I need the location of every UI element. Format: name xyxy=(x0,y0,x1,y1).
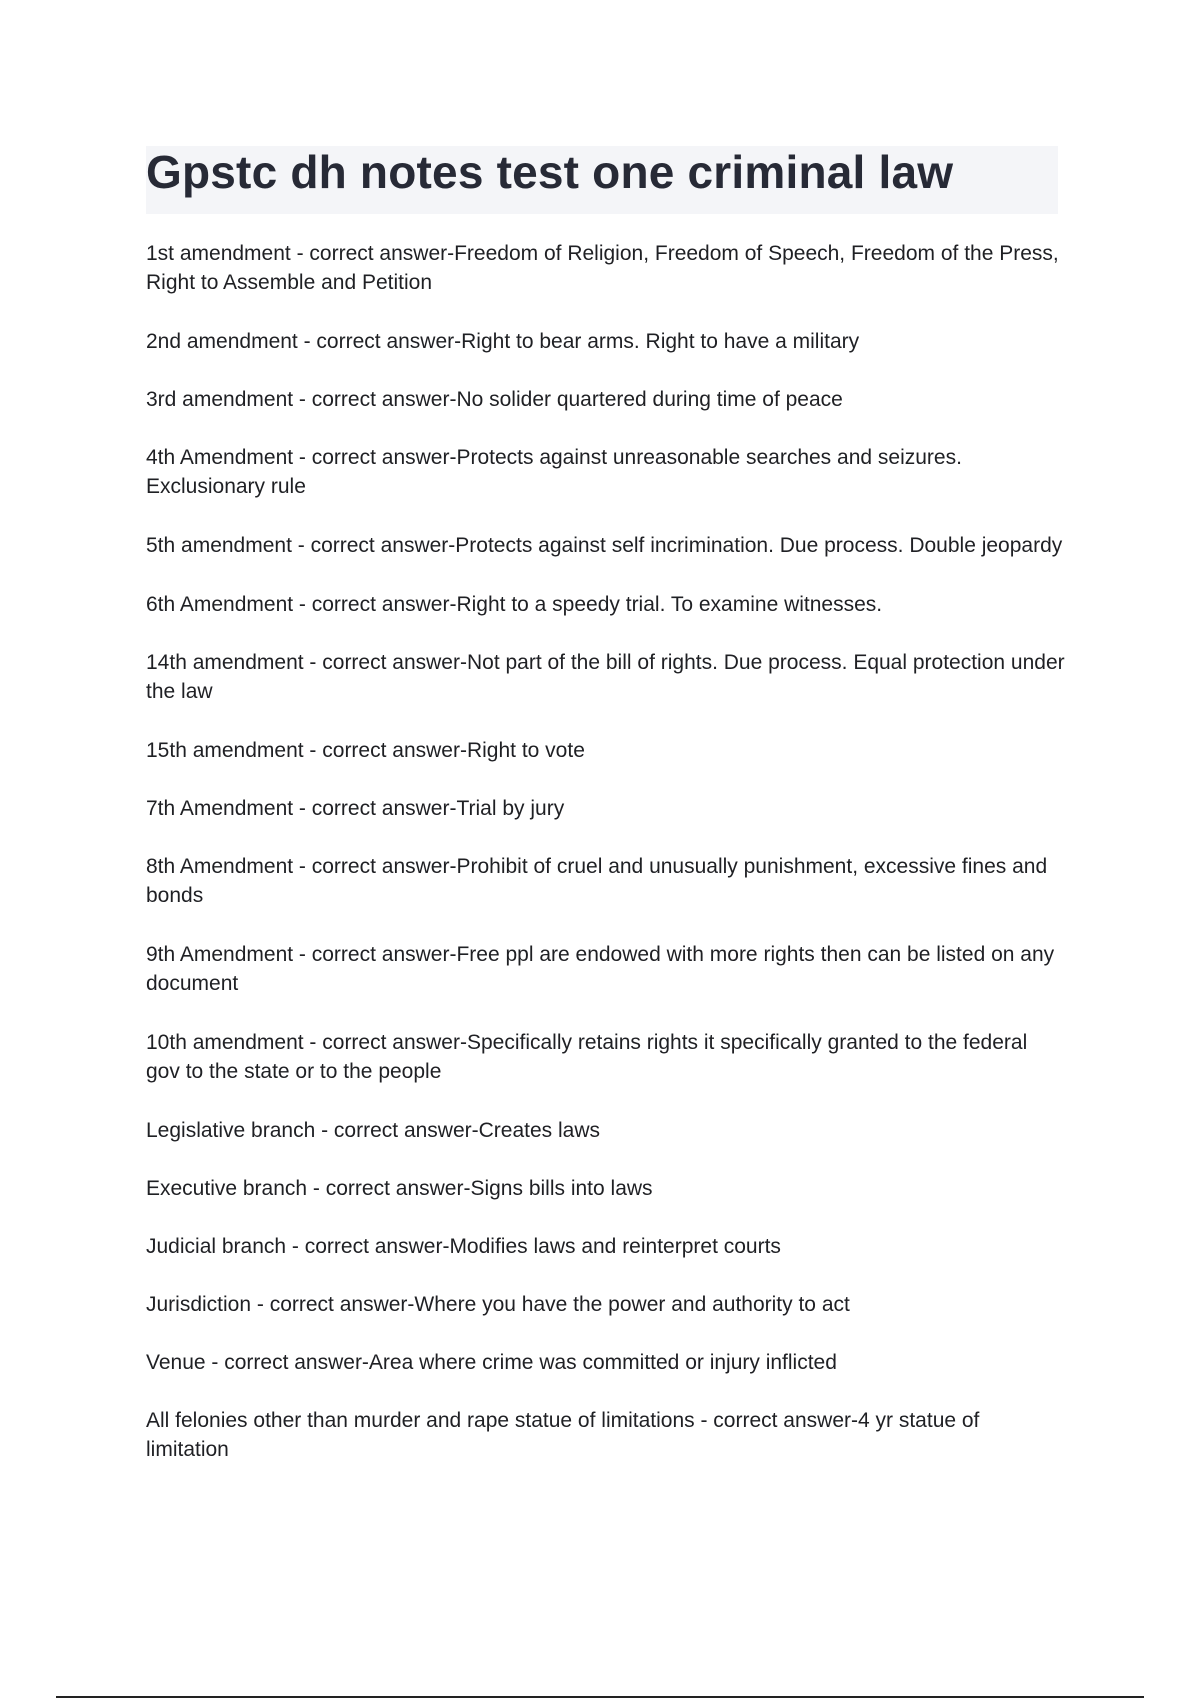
note-entry: 9th Amendment - correct answer-Free ppl are endowed with more rights then can be listed on any document xyxy=(146,943,1055,995)
note-entry: 10th amendment - correct answer-Specifically retains rights it specifically granted to the federal gov to the state or to the people xyxy=(146,1031,1028,1083)
note-entry: 6th Amendment - correct answer-Right to a speedy trial. To examine witnesses. xyxy=(146,593,883,616)
note-entry: 14th amendment - correct answer-Not part of the bill of rights. Due process. Equal protection under the law xyxy=(146,651,1065,703)
note-entry: 2nd amendment - correct answer-Right to bear arms. Right to have a military xyxy=(146,330,860,353)
note-entry: 7th Amendment - correct answer-Trial by jury xyxy=(146,797,565,820)
document-title: Gpstc dh notes test one criminal law xyxy=(146,146,954,198)
note-entry: 1st amendment - correct answer-Freedom of Religion, Freedom of Speech, Freedom of the Press, Right to Assemble and Petition xyxy=(146,242,1059,294)
footer-divider xyxy=(56,1696,1144,1698)
note-entry: 3rd amendment - correct answer-No solider quartered during time of peace xyxy=(146,388,843,411)
note-entry: 4th Amendment - correct answer-Protects against unreasonable searches and seizures. Exclusionary rule xyxy=(146,446,962,498)
notes-list xyxy=(146,239,1066,1494)
note-entry: Venue - correct answer-Area where crime was committed or injury inflicted xyxy=(146,1351,837,1374)
note-entry: 15th amendment - correct answer-Right to vote xyxy=(146,739,585,762)
note-entry: Executive branch - correct answer-Signs bills into laws xyxy=(146,1177,653,1200)
note-entry: Legislative branch - correct answer-Creates laws xyxy=(146,1119,601,1142)
note-entry: 5th amendment - correct answer-Protects against self incrimination. Due process. Double jeopardy xyxy=(146,534,1063,557)
note-entry: Jurisdiction - correct answer-Where you have the power and authority to act xyxy=(146,1293,850,1316)
note-entry: Judicial branch - correct answer-Modifies laws and reinterpret courts xyxy=(146,1235,781,1258)
note-entry: 8th Amendment - correct answer-Prohibit of cruel and unusually punishment, excessive fines and bonds xyxy=(146,855,1048,907)
note-entry: All felonies other than murder and rape statue of limitations - correct answer-4 yr statue of limitation xyxy=(146,1409,980,1461)
